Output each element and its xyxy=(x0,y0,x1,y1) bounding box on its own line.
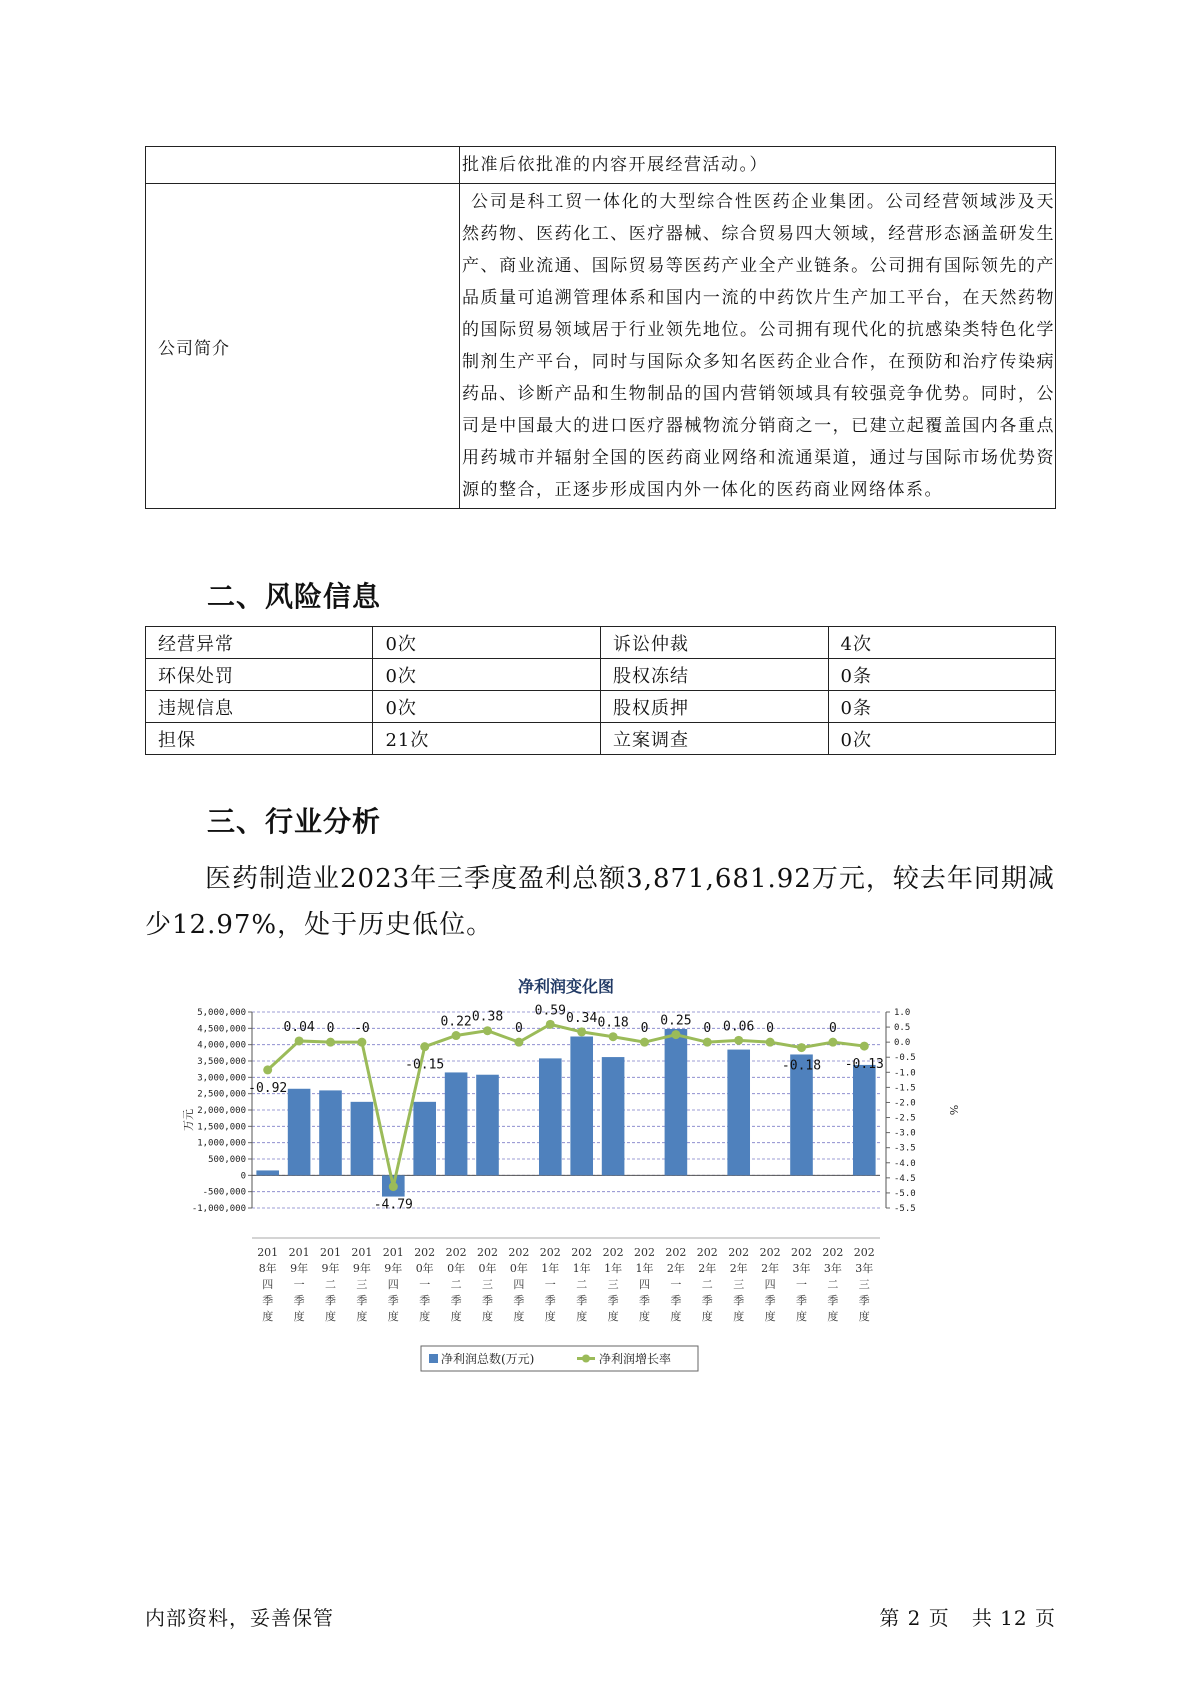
x-tick-label: 201 xyxy=(320,1246,341,1259)
bar xyxy=(351,1102,374,1176)
x-tick-label: 四 xyxy=(262,1278,274,1291)
x-tick-label: 度 xyxy=(670,1310,682,1323)
x-tick-label: 季 xyxy=(607,1294,619,1307)
growth-data-label: -0.13 xyxy=(844,1057,884,1073)
x-tick-label: 季 xyxy=(419,1294,431,1307)
x-tick-label: 度 xyxy=(450,1310,462,1323)
growth-point xyxy=(703,1038,712,1047)
y2-tick-label: 1.0 xyxy=(894,1008,911,1018)
x-tick-label: 季 xyxy=(733,1294,745,1307)
growth-data-label: -4.79 xyxy=(373,1197,413,1213)
x-tick-label: 202 xyxy=(571,1246,593,1259)
x-tick-label: 度 xyxy=(544,1310,556,1323)
y-tick-label: -1,000,000 xyxy=(191,1204,246,1214)
y-tick-label: 2,000,000 xyxy=(197,1106,246,1116)
x-tick-label: 度 xyxy=(513,1310,525,1323)
growth-data-label: 0.04 xyxy=(283,1019,315,1035)
risk-cell-v1: 0次 xyxy=(373,659,601,691)
y2-tick-label: -3.5 xyxy=(894,1143,916,1154)
growth-point xyxy=(326,1038,335,1047)
risk-cell-v2: 4次 xyxy=(828,627,1056,659)
y-tick-label: -500,000 xyxy=(202,1187,246,1198)
x-tick-label: 1年 xyxy=(572,1262,591,1275)
y-tick-label: 4,000,000 xyxy=(197,1040,246,1051)
x-tick-label: 三 xyxy=(482,1278,493,1291)
chart-title: 净利润变化图 xyxy=(517,977,615,996)
y2-tick-label: -4.5 xyxy=(894,1173,916,1184)
x-tick-label: 度 xyxy=(356,1310,368,1323)
bar xyxy=(602,1057,625,1175)
x-tick-label: 一 xyxy=(796,1278,807,1291)
y-tick-label: 2,500,000 xyxy=(197,1089,246,1100)
risk-cell-v2: 0条 xyxy=(828,691,1056,723)
y2-tick-label: -0.5 xyxy=(894,1053,916,1064)
x-tick-label: 3年 xyxy=(823,1262,842,1275)
x-tick-label: 二 xyxy=(827,1278,839,1291)
x-tick-label: 2年 xyxy=(729,1262,748,1275)
growth-point xyxy=(671,1030,680,1039)
x-tick-label: 202 xyxy=(759,1246,781,1259)
x-tick-label: 202 xyxy=(634,1246,655,1259)
growth-point xyxy=(860,1042,869,1051)
growth-data-label: 0 xyxy=(326,1021,335,1037)
growth-point xyxy=(734,1036,743,1045)
x-tick-label: 季 xyxy=(639,1294,650,1307)
x-tick-label: 度 xyxy=(796,1310,807,1323)
y-tick-label: 3,500,000 xyxy=(197,1057,246,1067)
bar xyxy=(665,1029,688,1175)
y-tick-label: 1,500,000 xyxy=(197,1122,246,1133)
x-tick-label: 二 xyxy=(576,1278,588,1291)
x-tick-label: 0年 xyxy=(415,1262,434,1275)
x-tick-label: 四 xyxy=(639,1278,650,1291)
table-row xyxy=(146,147,1056,184)
risk-cell-v2: 0条 xyxy=(828,659,1056,691)
net-profit-chart xyxy=(180,970,1040,1430)
legend-line-label: 净利润增长率 xyxy=(599,1352,672,1366)
bar xyxy=(476,1075,499,1176)
growth-data-label: 0.25 xyxy=(660,1013,692,1029)
bar xyxy=(853,1065,876,1175)
table-cell-empty xyxy=(146,147,460,184)
x-tick-label: 季 xyxy=(544,1294,556,1307)
growth-point xyxy=(420,1042,429,1051)
risk-info-table xyxy=(145,626,1056,755)
y2-tick-label: -5.0 xyxy=(894,1188,916,1199)
growth-data-label: 0.06 xyxy=(723,1019,755,1035)
x-tick-label: 2年 xyxy=(666,1262,685,1275)
business-scope-cont: 批准后依批准的内容开展经营活动。） xyxy=(460,147,1056,184)
x-tick-label: 9年 xyxy=(321,1262,340,1275)
x-tick-label: 度 xyxy=(639,1310,650,1323)
growth-point xyxy=(640,1038,649,1047)
legend-line-marker xyxy=(582,1355,590,1363)
x-tick-label: 度 xyxy=(293,1310,305,1323)
bar xyxy=(288,1089,311,1176)
x-tick-label: 9年 xyxy=(290,1262,309,1275)
bar xyxy=(413,1102,436,1176)
x-tick-label: 四 xyxy=(513,1278,525,1291)
x-tick-label: 2年 xyxy=(761,1262,780,1275)
x-tick-label: 201 xyxy=(257,1246,279,1259)
x-tick-label: 季 xyxy=(356,1294,368,1307)
growth-point xyxy=(295,1036,304,1045)
risk-cell-l2: 立案调查 xyxy=(601,723,828,755)
x-tick-label: 一 xyxy=(544,1278,556,1291)
y-tick-label: 5,000,000 xyxy=(197,1008,246,1018)
x-tick-label: 季 xyxy=(482,1294,493,1307)
table-row xyxy=(146,659,1056,691)
x-tick-label: 202 xyxy=(822,1246,844,1259)
bar xyxy=(727,1050,750,1176)
growth-data-label: 0 xyxy=(640,1021,649,1037)
x-tick-label: 季 xyxy=(764,1294,776,1307)
x-tick-label: 201 xyxy=(351,1246,373,1259)
x-tick-label: 季 xyxy=(701,1294,713,1307)
x-tick-label: 201 xyxy=(288,1246,310,1259)
bar xyxy=(319,1090,342,1175)
risk-cell-l1: 违规信息 xyxy=(146,691,373,723)
y2-tick-label: -5.5 xyxy=(894,1204,916,1214)
footer-page-number: 第 2 页 共 12 页 xyxy=(879,1606,1056,1630)
x-tick-label: 度 xyxy=(262,1310,274,1323)
risk-cell-v1: 0次 xyxy=(373,691,601,723)
x-tick-label: 1年 xyxy=(635,1262,654,1275)
x-tick-label: 三 xyxy=(858,1278,870,1291)
x-tick-label: 3年 xyxy=(855,1262,874,1275)
y2-tick-label: -4.0 xyxy=(894,1158,916,1169)
risk-cell-v2: 0次 xyxy=(828,723,1056,755)
x-tick-label: 度 xyxy=(387,1310,399,1323)
x-tick-label: 季 xyxy=(513,1294,525,1307)
growth-point xyxy=(546,1020,555,1029)
growth-point xyxy=(514,1038,523,1047)
x-tick-label: 度 xyxy=(827,1310,839,1323)
x-tick-label: 3年 xyxy=(792,1262,811,1275)
legend-bar-swatch xyxy=(429,1354,438,1363)
growth-data-label: -0.18 xyxy=(781,1058,822,1074)
bar xyxy=(445,1072,468,1175)
x-tick-label: 季 xyxy=(576,1294,588,1307)
x-tick-label: 0年 xyxy=(447,1262,466,1275)
x-tick-label: 季 xyxy=(325,1294,336,1307)
x-tick-label: 季 xyxy=(858,1294,870,1307)
growth-data-label: -0.15 xyxy=(405,1057,445,1073)
growth-data-label: 0.34 xyxy=(566,1010,598,1026)
company-intro-cell xyxy=(460,184,1056,509)
x-tick-label: 一 xyxy=(419,1278,431,1291)
y2-tick-label: -1.0 xyxy=(894,1068,916,1079)
x-tick-label: 201 xyxy=(382,1246,404,1259)
risk-cell-l2: 股权冻结 xyxy=(601,659,828,691)
x-tick-label: 202 xyxy=(602,1246,624,1259)
x-tick-label: 度 xyxy=(576,1310,588,1323)
growth-point xyxy=(797,1043,806,1052)
growth-data-label: 0.22 xyxy=(440,1014,472,1030)
x-tick-label: 四 xyxy=(764,1278,776,1291)
y-axis-label: 万元 xyxy=(182,1109,195,1131)
growth-data-label: 0 xyxy=(828,1021,837,1037)
table-row xyxy=(146,184,1056,509)
company-intro-label: 公司简介 xyxy=(146,184,460,509)
table-row xyxy=(146,723,1056,755)
y-tick-label: 0 xyxy=(240,1171,246,1182)
growth-point xyxy=(766,1038,775,1047)
x-tick-label: 三 xyxy=(733,1278,745,1291)
footer-confidential: 内部资料，妥善保管 xyxy=(145,1606,334,1630)
x-tick-label: 202 xyxy=(791,1246,812,1259)
x-tick-label: 202 xyxy=(665,1246,687,1259)
risk-cell-l1: 经营异常 xyxy=(146,627,373,659)
x-tick-label: 202 xyxy=(539,1246,561,1259)
growth-data-label: -0 xyxy=(354,1021,370,1037)
x-tick-label: 度 xyxy=(419,1310,431,1323)
x-tick-label: 9年 xyxy=(352,1262,371,1275)
x-tick-label: 一 xyxy=(293,1278,305,1291)
growth-data-label: 0.38 xyxy=(471,1009,504,1025)
x-tick-label: 202 xyxy=(508,1246,530,1259)
x-tick-label: 季 xyxy=(796,1294,807,1307)
x-tick-label: 二 xyxy=(701,1278,713,1291)
x-tick-label: 度 xyxy=(701,1310,713,1323)
y2-tick-label: -2.5 xyxy=(894,1113,916,1124)
x-tick-label: 202 xyxy=(414,1246,436,1259)
growth-point xyxy=(357,1038,366,1047)
x-tick-label: 202 xyxy=(728,1246,750,1259)
x-tick-label: 202 xyxy=(477,1246,498,1259)
growth-data-label: 0.59 xyxy=(534,1003,566,1019)
x-tick-label: 度 xyxy=(325,1310,336,1323)
company-intro-text: 公司是科工贸一体化的大型综合性医药企业集团。公司经营领域涉及天然药物、医药化工、医疗器械、综合贸易四大领域，经营形态涵盖研发生产、商业流通、国际贸易等医药产业全产业链条。公司拥有国际领先的产品质量可追溯管理体系和国内一流的中药饮片生产加工平台，在天然药物的国际贸易领域居于行业领先地位。公司拥有现代化的抗感染类特色化学制剂生产平台，同时与国际众多知名医药企业合作，在预防和治疗传染病药品、诊断产品和生物制品的国内营销领域具有较强竞争优势。同时，公司是中国最大的进口医疗器械物流分销商之一，已建立起覆盖国内各重点用药城市并辐射全国的医药商业网络和流通渠道，通过与国际市场优势资源的整合，正逐步形成国内外一体化的医药商业网络体系。 xyxy=(462,192,1055,500)
y2-axis-label: % xyxy=(947,1104,960,1116)
x-tick-label: 二 xyxy=(325,1278,336,1291)
x-tick-label: 季 xyxy=(293,1294,305,1307)
growth-data-label: 0 xyxy=(766,1021,775,1037)
x-tick-label: 0年 xyxy=(478,1262,497,1275)
y-tick-label: 1,000,000 xyxy=(197,1138,246,1149)
growth-point xyxy=(452,1031,461,1040)
growth-data-label: -0.92 xyxy=(248,1080,288,1096)
x-tick-label: 季 xyxy=(450,1294,462,1307)
growth-point xyxy=(389,1182,398,1191)
x-tick-label: 1年 xyxy=(541,1262,560,1275)
growth-point xyxy=(577,1027,586,1036)
x-tick-label: 1年 xyxy=(604,1262,623,1275)
risk-cell-l2: 诉讼仲裁 xyxy=(601,627,828,659)
x-tick-label: 一 xyxy=(670,1278,682,1291)
risk-cell-l1: 环保处罚 xyxy=(146,659,373,691)
bar xyxy=(256,1170,279,1175)
growth-data-label: 0 xyxy=(514,1021,523,1037)
industry-paragraph: 医药制造业2023年三季度盈利总额3,871,681.92万元，较去年同期减少12.97%，处于历史低位。 xyxy=(145,864,1055,940)
bar xyxy=(539,1058,562,1175)
y2-tick-label: 0.0 xyxy=(894,1038,911,1049)
growth-point xyxy=(483,1026,492,1035)
risk-cell-v1: 21次 xyxy=(373,723,601,755)
x-tick-label: 度 xyxy=(607,1310,619,1323)
section-heading-risk: 二、风险信息 xyxy=(207,580,382,613)
company-info-table xyxy=(145,146,1056,509)
section-heading-industry: 三、行业分析 xyxy=(207,805,382,838)
risk-cell-l2: 股权质押 xyxy=(601,691,828,723)
y2-tick-label: -1.5 xyxy=(894,1083,916,1094)
x-tick-label: 2年 xyxy=(698,1262,717,1275)
x-tick-label: 202 xyxy=(696,1246,718,1259)
growth-point xyxy=(609,1032,618,1041)
x-tick-label: 季 xyxy=(387,1294,399,1307)
x-tick-label: 9年 xyxy=(384,1262,403,1275)
x-tick-label: 度 xyxy=(764,1310,776,1323)
y2-tick-label: -2.0 xyxy=(894,1098,916,1109)
x-tick-label: 度 xyxy=(858,1310,870,1323)
growth-data-label: 0 xyxy=(703,1021,712,1037)
x-tick-label: 度 xyxy=(733,1310,745,1323)
legend-bar-label: 净利润总数(万元) xyxy=(441,1352,535,1366)
table-row xyxy=(146,627,1056,659)
x-tick-label: 季 xyxy=(262,1294,274,1307)
x-tick-label: 202 xyxy=(445,1246,467,1259)
y-tick-label: 500,000 xyxy=(208,1155,246,1165)
x-tick-label: 季 xyxy=(670,1294,682,1307)
growth-point xyxy=(263,1065,272,1074)
table-row xyxy=(146,691,1056,723)
risk-cell-v1: 0次 xyxy=(373,627,601,659)
x-tick-label: 二 xyxy=(450,1278,462,1291)
growth-point xyxy=(828,1038,837,1047)
y2-tick-label: -3.0 xyxy=(894,1128,916,1139)
x-tick-label: 三 xyxy=(607,1278,619,1291)
x-tick-label: 0年 xyxy=(509,1262,528,1275)
bar xyxy=(570,1037,593,1176)
x-tick-label: 季 xyxy=(827,1294,839,1307)
y-tick-label: 4,500,000 xyxy=(197,1024,246,1035)
risk-table-body xyxy=(146,627,1056,755)
growth-data-label: 0.18 xyxy=(597,1015,629,1031)
y-tick-label: 3,000,000 xyxy=(197,1073,246,1084)
risk-cell-l1: 担保 xyxy=(146,723,373,755)
x-tick-label: 8年 xyxy=(258,1262,277,1275)
x-tick-label: 度 xyxy=(482,1310,493,1323)
x-tick-label: 202 xyxy=(853,1246,875,1259)
x-tick-label: 四 xyxy=(387,1278,399,1291)
x-tick-label: 三 xyxy=(356,1278,368,1291)
y2-tick-label: 0.5 xyxy=(894,1023,911,1034)
